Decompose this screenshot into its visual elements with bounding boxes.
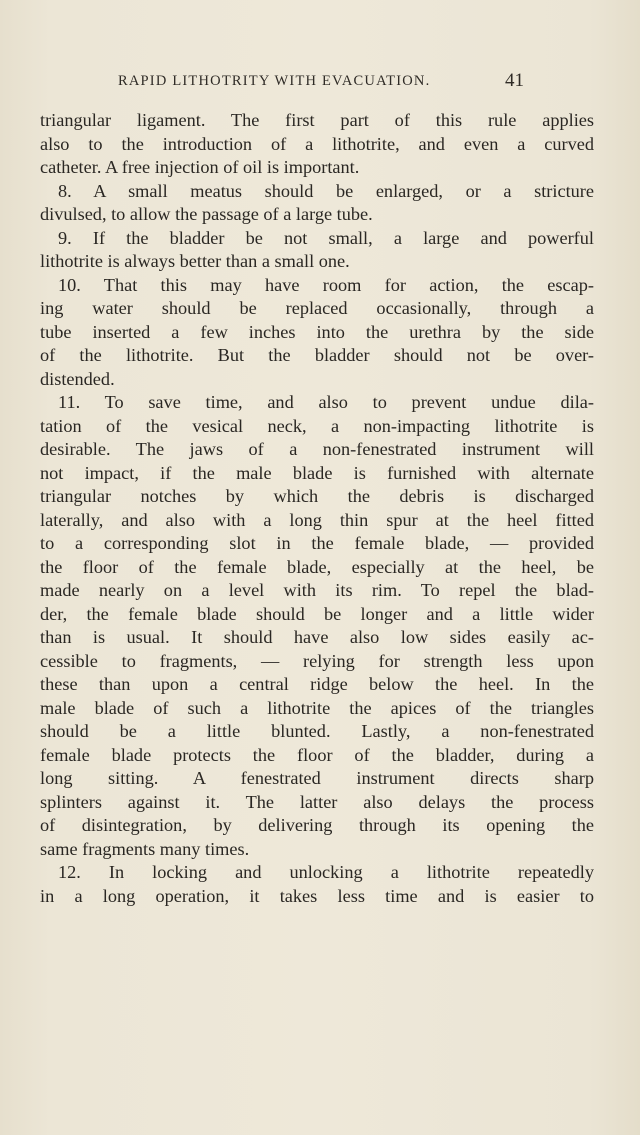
text-line: not impact, if the male blade is furnished with alternate: [40, 462, 594, 483]
text-line: 12. In locking and unlocking a lithotrite repeatedly: [58, 862, 594, 882]
text-line: 8. A small meatus should be enlarged, or a stricture: [58, 180, 594, 201]
text-line: of disintegration, by delivering through its opening the: [40, 815, 594, 835]
text-line: catheter. A free injection of oil is important.: [40, 157, 360, 177]
text-line: 10. That this may have room for action, the escap-: [58, 274, 594, 295]
text-line: ing water should be replaced occasionally, through a: [40, 298, 594, 318]
page-number: 41: [505, 70, 524, 91]
text-line: these than upon a central ridge below the heel. In the: [40, 674, 594, 694]
text-line: laterally, and also with a long thin spur at the heel fitted: [40, 509, 594, 530]
text-line: tation of the vesical neck, a non-impacting lithotrite is: [40, 415, 594, 436]
text-line: lithotrite is always better than a small one.: [40, 251, 350, 271]
text-line: the floor of the female blade, especially at the heel, be: [40, 556, 594, 577]
text-line: to a corresponding slot in the female blade, — provided: [40, 533, 594, 553]
running-title: RAPID LITHOTRITY WITH EVACUATION.: [118, 73, 431, 89]
text-line: female blade protects the floor of the bladder, during a: [40, 744, 594, 765]
text-line: same fragments many times.: [40, 838, 250, 859]
text-line: splinters against it. The latter also delays the process: [40, 791, 594, 812]
text-line: long sitting. A fenestrated instrument directs sharp: [40, 768, 594, 788]
text-line: male blade of such a lithotrite the apices of the triangles: [40, 697, 594, 718]
text-line: der, the female blade should be longer and a little wider: [40, 603, 594, 624]
text-line: also to the introduction of a lithotrite, and even a curved: [40, 133, 594, 154]
text-line: 9. If the bladder be not small, a large and powerful: [58, 227, 594, 248]
text-line: triangular notches by which the debris is discharged: [40, 486, 594, 506]
text-line: than is usual. It should have also low sides easily ac-: [40, 627, 594, 647]
text-line: 11. To save time, and also to prevent undue dila-: [58, 392, 594, 412]
text-line: tube inserted a few inches into the urethra by the side: [40, 321, 594, 342]
page-header: [0, 70, 640, 100]
text-line: should be a little blunted. Lastly, a non-fenestrated: [40, 721, 594, 741]
body-text: [40, 109, 594, 908]
text-line: in a long operation, it takes less time and is easier to: [40, 885, 594, 906]
text-line: of the lithotrite. But the bladder should not be over-: [40, 345, 594, 365]
text-line: distended.: [40, 368, 115, 389]
text-line: divulsed, to allow the passage of a large tube.: [40, 204, 373, 224]
text-line: made nearly on a level with its rim. To repel the blad-: [40, 580, 594, 600]
text-line: cessible to fragments, — relying for strength less upon: [40, 650, 594, 671]
text-line: desirable. The jaws of a non-fenestrated instrument will: [40, 439, 594, 459]
text-line: triangular ligament. The first part of this rule applies: [40, 110, 594, 130]
